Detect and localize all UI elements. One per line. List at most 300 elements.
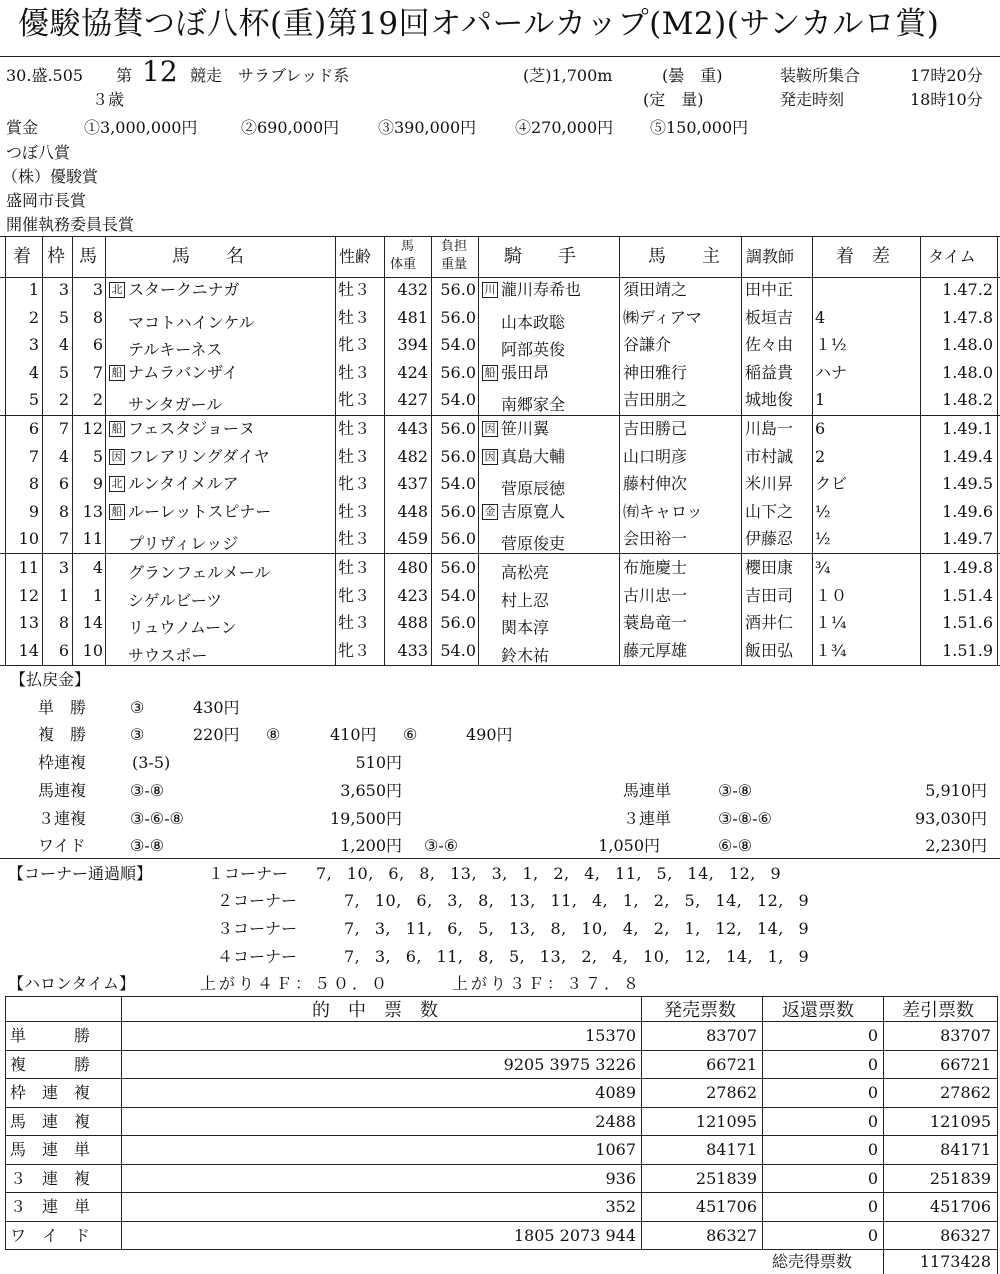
umaren-tan-amount: 5,910円 <box>925 781 987 800</box>
trainer-cell: 稲益貴 <box>745 363 794 382</box>
sexage-cell: 牝３ <box>338 641 371 660</box>
horse-weight-cell: 437 <box>397 474 428 493</box>
header-rank: 着 <box>13 246 31 267</box>
horse-name-cell <box>109 392 222 413</box>
sanren-fuku-amount: 19,500円 <box>330 809 402 828</box>
owner-cell: ㈱ディアマ <box>623 308 702 327</box>
horse-name: サウスポー <box>128 646 208 665</box>
horse-weight-cell: 480 <box>397 558 428 577</box>
waku-cell: 3 <box>58 280 69 299</box>
horse-name: フェスタジョーヌ <box>128 419 255 438</box>
wakuren-label: 枠連複 <box>38 753 87 772</box>
corner-order-2: 7, 10, 6, 3, 8, 13, 11, 4, 1, 2, 5, 14, 12, 9 <box>344 891 810 910</box>
hit-votes: 936 <box>605 1169 636 1188</box>
time-cell: 1.49.4 <box>942 447 993 466</box>
sexage-cell: 牝３ <box>338 390 371 409</box>
sold-votes: 251839 <box>695 1169 757 1188</box>
horse-number-cell: 7 <box>92 363 103 382</box>
jockey-name: 村上忍 <box>501 591 550 610</box>
breed: サラブレッド系 <box>238 66 350 85</box>
jockey-name: 菅原俊吏 <box>501 534 566 553</box>
wide-amount-3: 2,230円 <box>925 836 987 855</box>
horse-weight-cell: 423 <box>397 586 428 605</box>
vote-type-label: 馬 連 単 <box>10 1140 91 1159</box>
furlong-4f: 上がり４Ｆ：５０．０ <box>200 974 391 993</box>
margin-cell: １¾ <box>815 641 847 660</box>
horse-name-cell <box>109 421 255 437</box>
load-weight-cell: 54.0 <box>440 641 476 660</box>
prize-4: ④270,000円 <box>515 118 614 137</box>
horse-number-cell: 5 <box>92 447 103 466</box>
load-weight-cell: 56.0 <box>440 529 476 548</box>
jockey-cell <box>482 421 549 437</box>
rank-cell: 9 <box>28 502 39 521</box>
furlong-header: 【ハロンタイム】 <box>8 974 136 993</box>
horse-number-cell: 11 <box>82 529 103 548</box>
prize-2: ②690,000円 <box>241 118 340 137</box>
header-time: タイム <box>928 247 976 266</box>
waku-cell: 4 <box>58 335 69 354</box>
region-mark: 北 <box>109 476 125 492</box>
waku-cell: 7 <box>58 529 69 548</box>
award-item: つぼ八賞 <box>6 143 71 162</box>
trainer-cell: 佐々由 <box>745 335 794 354</box>
age-condition: ３歳 <box>92 90 125 109</box>
horse-name: サンタガール <box>128 395 223 414</box>
load-weight-cell: 54.0 <box>440 474 476 493</box>
waku-cell: 1 <box>58 586 69 605</box>
rank-cell: 4 <box>28 363 39 382</box>
header-load-top: 負担 <box>441 239 468 254</box>
sold-votes: 83707 <box>706 1026 757 1045</box>
header-margin: 着 差 <box>836 246 890 267</box>
margin-cell: ¾ <box>815 558 831 577</box>
jockey-name: 菅原辰徳 <box>501 479 566 498</box>
horse-weight-cell: 433 <box>397 641 428 660</box>
wide-combo-2: ③-⑥ <box>424 836 459 855</box>
umaren-fuku-amount: 3,650円 <box>340 781 402 800</box>
horse-number-cell: 12 <box>82 419 103 438</box>
fukusho-combo-2: ⑧ <box>266 725 281 744</box>
sexage-cell: 牡３ <box>338 363 371 382</box>
horse-number-cell: 4 <box>92 558 103 577</box>
rank-cell: 5 <box>28 390 39 409</box>
total-votes-label: 総売得票数 <box>772 1252 853 1271</box>
corner-label-3: ３コーナー <box>217 919 298 938</box>
corner-order-3: 7, 3, 11, 6, 5, 13, 8, 10, 4, 2, 1, 12, 14, 9 <box>344 919 810 938</box>
load-weight-cell: 54.0 <box>440 335 476 354</box>
prize-3: ③390,000円 <box>378 118 477 137</box>
jockey-cell <box>482 310 565 331</box>
horse-name-cell <box>109 560 270 581</box>
corner-header: 【コーナー通過順】 <box>8 864 153 883</box>
waku-cell: 7 <box>58 419 69 438</box>
rank-cell: 14 <box>18 641 39 660</box>
hit-votes: 1805 2073 944 <box>513 1226 636 1245</box>
rank-cell: 3 <box>28 335 39 354</box>
rank-cell: 12 <box>18 586 39 605</box>
votes-header-refund: 返還票数 <box>782 1000 854 1021</box>
margin-cell: １¼ <box>815 613 847 632</box>
vote-type-label: ３ 連 単 <box>10 1197 91 1216</box>
horse-number-cell: 1 <box>92 586 103 605</box>
time-cell: 1.51.6 <box>942 613 993 632</box>
trainer-cell: 市村誠 <box>745 447 794 466</box>
trainer-cell: 板垣吉 <box>745 308 794 327</box>
waku-cell: 6 <box>58 474 69 493</box>
sanren-fuku-combo: ③-⑥-⑧ <box>130 809 184 828</box>
votes-header-hit: 的 中 票 数 <box>312 1000 438 1021</box>
corner-order-4: 7, 3, 6, 11, 8, 5, 13, 2, 4, 10, 12, 14, 1, 9 <box>344 947 810 966</box>
horse-name-cell <box>109 282 239 298</box>
jockey-cell <box>482 643 549 664</box>
net-votes: 121095 <box>929 1112 991 1131</box>
jockey-name: 吉原寛人 <box>501 502 566 521</box>
rank-cell: 1 <box>28 280 39 299</box>
owner-cell: 須田靖之 <box>623 280 688 299</box>
margin-cell: 2 <box>815 447 826 466</box>
race-title-bar <box>0 0 1000 57</box>
trainer-cell: 伊藤忍 <box>745 529 794 548</box>
region-mark: 因 <box>109 449 125 465</box>
horse-name: マコトハインケル <box>128 313 255 332</box>
sexage-cell: 牡３ <box>338 280 371 299</box>
sexage-cell: 牝３ <box>338 474 371 493</box>
hit-votes: 15370 <box>585 1026 636 1045</box>
umaren-fuku-combo: ③-⑧ <box>130 781 165 800</box>
header-num: 馬 <box>79 246 97 267</box>
award-item: （株）優駿賞 <box>2 167 99 186</box>
load-weight-cell: 54.0 <box>440 390 476 409</box>
corner-label-1: １コーナー <box>208 864 289 883</box>
fukusho-combo-1: ③ <box>130 725 145 744</box>
owner-cell: 古川忠一 <box>623 586 688 605</box>
horse-weight-cell: 488 <box>397 613 428 632</box>
horse-name: フレアリングダイヤ <box>128 447 270 466</box>
wide-label: ワイド <box>38 836 86 855</box>
refund-votes: 0 <box>867 1197 878 1216</box>
rank-cell: 13 <box>18 613 39 632</box>
waku-cell: 8 <box>58 502 69 521</box>
region-mark: 船 <box>109 365 125 381</box>
horse-name-cell <box>109 588 222 609</box>
fukusho-amount-3: 490円 <box>466 725 513 744</box>
race-word: 競走 <box>190 66 223 85</box>
horse-name-cell <box>109 615 237 636</box>
owner-cell: 吉田勝己 <box>623 419 688 438</box>
load-weight-cell: 56.0 <box>440 613 476 632</box>
horse-weight-cell: 443 <box>397 419 428 438</box>
corner-order-1: 7, 10, 6, 8, 13, 3, 1, 2, 4, 11, 5, 14, 12, 9 <box>316 864 782 883</box>
jockey-cell <box>482 531 565 552</box>
net-votes: 27862 <box>940 1083 991 1102</box>
payout-header: 【払戻金】 <box>10 670 91 689</box>
rank-cell: 10 <box>18 529 39 548</box>
vote-type-label: ３ 連 複 <box>10 1169 91 1188</box>
sexage-cell: 牡３ <box>338 502 371 521</box>
rank-cell: 7 <box>28 447 39 466</box>
horse-weight-cell: 448 <box>397 502 428 521</box>
hit-votes: 2488 <box>595 1112 636 1131</box>
trainer-cell: 米川昇 <box>745 474 794 493</box>
refund-votes: 0 <box>867 1169 878 1188</box>
sold-votes: 451706 <box>695 1197 757 1216</box>
corner-label-4: ４コーナー <box>217 947 298 966</box>
horse-name: シゲルビーツ <box>128 591 223 610</box>
margin-cell: 6 <box>815 419 826 438</box>
owner-cell: 蓑島竜一 <box>623 613 688 632</box>
horse-weight-cell: 424 <box>397 363 428 382</box>
waku-cell: 8 <box>58 613 69 632</box>
margin-cell: １０ <box>815 586 848 605</box>
jockey-region-mark: 因 <box>482 449 498 465</box>
refund-votes: 0 <box>867 1140 878 1159</box>
votes-header-sold: 発売票数 <box>664 1000 736 1021</box>
total-votes: 1173428 <box>919 1252 991 1271</box>
time-cell: 1.49.8 <box>942 558 993 577</box>
net-votes: 451706 <box>929 1197 991 1216</box>
rank-cell: 6 <box>28 419 39 438</box>
load-weight-cell: 56.0 <box>440 419 476 438</box>
jockey-name: 南郷家全 <box>501 395 566 414</box>
vote-type-label: ワ イ ド <box>10 1226 91 1245</box>
horse-name: テルキーネス <box>128 340 223 359</box>
horse-name-cell <box>109 476 238 492</box>
prize-5: ⑤150,000円 <box>650 118 749 137</box>
horse-name: ルーレットスピナー <box>128 502 272 521</box>
owner-cell: 藤元厚雄 <box>623 641 688 660</box>
horse-weight-cell: 427 <box>397 390 428 409</box>
fukusho-amount-2: 410円 <box>330 725 377 744</box>
refund-votes: 0 <box>867 1083 878 1102</box>
track-condition: (曇 重) <box>662 66 723 85</box>
horse-name: ルンタイメルア <box>128 474 239 493</box>
jockey-cell <box>482 337 565 358</box>
horse-number-cell: 3 <box>92 280 103 299</box>
vote-type-label: 枠 連 複 <box>10 1083 91 1102</box>
jockey-name: 瀧川寿希也 <box>501 280 582 299</box>
trainer-cell: 城地俊 <box>745 390 794 409</box>
distance: (芝)1,700m <box>523 66 613 85</box>
waku-cell: 5 <box>58 308 69 327</box>
race-dai: 第 <box>116 66 133 85</box>
jockey-cell <box>482 615 549 636</box>
margin-cell: クビ <box>815 474 848 493</box>
horse-name: リュウノムーン <box>128 618 237 637</box>
time-cell: 1.49.5 <box>942 474 993 493</box>
load-weight-cell: 56.0 <box>440 280 476 299</box>
owner-cell: 吉田朋之 <box>623 390 688 409</box>
weight-rule: (定 量) <box>643 90 704 109</box>
fukusho-amount-1: 220円 <box>193 725 240 744</box>
sold-votes: 121095 <box>695 1112 757 1131</box>
owner-cell: 谷謙介 <box>623 335 672 354</box>
time-cell: 1.49.1 <box>942 419 993 438</box>
sold-votes: 27862 <box>706 1083 757 1102</box>
sanren-tan-amount: 93,030円 <box>915 809 987 828</box>
wide-amount-2: 1,050円 <box>598 836 660 855</box>
sanren-tan-combo: ③-⑧-⑥ <box>718 809 772 828</box>
horse-weight-cell: 482 <box>397 447 428 466</box>
prize-label: 賞金 <box>6 118 39 137</box>
margin-cell: ハナ <box>815 363 848 382</box>
jockey-cell <box>482 476 565 497</box>
sexage-cell: 牡３ <box>338 419 371 438</box>
header-sexage: 性齢 <box>339 247 372 266</box>
header-load-bot: 重量 <box>441 257 468 272</box>
load-weight-cell: 56.0 <box>440 558 476 577</box>
sanren-tan-label: ３連単 <box>623 809 672 828</box>
net-votes: 66721 <box>940 1055 991 1074</box>
sexage-cell: 牝３ <box>338 335 371 354</box>
horse-name-cell <box>109 531 238 552</box>
sold-votes: 84171 <box>706 1140 757 1159</box>
jockey-name: 高松亮 <box>501 563 550 582</box>
region-mark: 船 <box>109 421 125 437</box>
rank-cell: 8 <box>28 474 39 493</box>
horse-number-cell: 10 <box>82 641 103 660</box>
wide-amount-1: 1,200円 <box>340 836 402 855</box>
load-weight-cell: 56.0 <box>440 447 476 466</box>
owner-cell: 神田雅行 <box>623 363 688 382</box>
votes-header-net: 差引票数 <box>902 1000 974 1021</box>
horse-name-cell <box>109 337 222 358</box>
trainer-cell: 吉田司 <box>745 586 794 605</box>
time-cell: 1.49.6 <box>942 502 993 521</box>
load-weight-cell: 56.0 <box>440 308 476 327</box>
horse-weight-cell: 459 <box>397 529 428 548</box>
jockey-region-mark: 川 <box>482 282 498 298</box>
time-cell: 1.47.8 <box>942 308 993 327</box>
sexage-cell: 牡３ <box>338 308 371 327</box>
horse-name-cell <box>109 504 271 520</box>
header-horse-name: 馬 名 <box>172 246 244 267</box>
horse-weight-cell: 432 <box>397 280 428 299</box>
waku-cell: 5 <box>58 363 69 382</box>
sexage-cell: 牡３ <box>338 529 371 548</box>
margin-cell: ½ <box>815 502 831 521</box>
time-cell: 1.48.2 <box>942 390 993 409</box>
refund-votes: 0 <box>867 1112 878 1131</box>
trainer-cell: 川島一 <box>745 419 794 438</box>
horse-name-cell <box>109 310 255 331</box>
sexage-cell: 牡３ <box>338 613 371 632</box>
vote-type-label: 馬 連 複 <box>10 1112 91 1131</box>
wide-combo-3: ⑥-⑧ <box>718 836 753 855</box>
waku-cell: 6 <box>58 641 69 660</box>
refund-votes: 0 <box>867 1055 878 1074</box>
region-mark: 船 <box>109 504 125 520</box>
horse-weight-cell: 481 <box>397 308 428 327</box>
header-owner: 馬 主 <box>648 246 720 267</box>
furlong-3f: 上がり３Ｆ：３７．８ <box>452 974 643 993</box>
margin-cell: 1 <box>815 390 826 409</box>
horse-number-cell: 13 <box>82 502 103 521</box>
start-label: 発走時刻 <box>780 90 845 109</box>
sexage-cell: 牡３ <box>338 558 371 577</box>
region-mark: 北 <box>109 282 125 298</box>
jockey-name: 阿部英俊 <box>501 340 566 359</box>
jockey-region-mark: 因 <box>482 421 498 437</box>
horse-number-cell: 2 <box>92 390 103 409</box>
hit-votes: 1067 <box>595 1140 636 1159</box>
wakuren-combo: (3-5) <box>132 753 171 772</box>
sold-votes: 86327 <box>706 1226 757 1245</box>
assembly-time: 17時20分 <box>910 66 983 85</box>
tansho-label: 単 勝 <box>38 698 87 717</box>
race-code: 30.盛.505 <box>6 66 84 85</box>
race-title: 優駿協賛つぼ八杯(重)第19回オパールカップ(M2)(サンカルロ賞) <box>18 6 940 42</box>
horse-number-cell: 6 <box>92 335 103 354</box>
header-trainer: 調教師 <box>746 247 795 266</box>
waku-cell: 3 <box>58 558 69 577</box>
horse-weight-cell: 394 <box>397 335 428 354</box>
trainer-cell: 酒井仁 <box>745 613 794 632</box>
header-jockey: 騎 手 <box>504 246 576 267</box>
time-cell: 1.51.4 <box>942 586 993 605</box>
umaren-tan-label: 馬連単 <box>623 781 672 800</box>
hit-votes: 9205 3975 3226 <box>503 1055 636 1074</box>
trainer-cell: 櫻田康 <box>745 558 794 577</box>
net-votes: 84171 <box>940 1140 991 1159</box>
rank-cell: 2 <box>28 308 39 327</box>
net-votes: 251839 <box>929 1169 991 1188</box>
horse-name: プリヴィレッジ <box>128 534 239 553</box>
horse-number-cell: 14 <box>82 613 103 632</box>
trainer-cell: 飯田弘 <box>745 641 794 660</box>
horse-name-cell <box>109 449 270 465</box>
horse-number-cell: 8 <box>92 308 103 327</box>
jockey-cell <box>482 449 565 465</box>
rank-cell: 11 <box>18 558 39 577</box>
time-cell: 1.48.0 <box>942 363 993 382</box>
net-votes: 86327 <box>940 1226 991 1245</box>
trainer-cell: 田中正 <box>745 280 794 299</box>
jockey-name: 関本淳 <box>501 618 550 637</box>
horse-name-cell <box>109 365 238 381</box>
tansho-combo: ③ <box>130 698 145 717</box>
award-item: 開催執務委員長賞 <box>6 215 135 234</box>
refund-votes: 0 <box>867 1026 878 1045</box>
load-weight-cell: 56.0 <box>440 502 476 521</box>
margin-cell: ½ <box>815 529 831 548</box>
load-weight-cell: 56.0 <box>440 363 476 382</box>
sold-votes: 66721 <box>706 1055 757 1074</box>
trainer-cell: 山下之 <box>745 502 794 521</box>
sanren-fuku-label: ３連複 <box>38 809 87 828</box>
owner-cell: 布施慶士 <box>623 558 688 577</box>
jockey-name: 笹川翼 <box>501 419 550 438</box>
jockey-cell <box>482 392 565 413</box>
corner-label-2: ２コーナー <box>217 891 298 910</box>
sexage-cell: 牡３ <box>338 447 371 466</box>
refund-votes: 0 <box>867 1226 878 1245</box>
fukusho-combo-3: ⑥ <box>403 725 418 744</box>
horse-name: ナムラバンザイ <box>128 363 239 382</box>
jockey-cell <box>482 504 565 520</box>
horse-name-cell <box>109 643 208 664</box>
horse-name: スタークニナガ <box>128 280 240 299</box>
hit-votes: 352 <box>605 1197 636 1216</box>
jockey-name: 真島大輔 <box>501 447 566 466</box>
start-time: 18時10分 <box>910 90 983 109</box>
jockey-cell <box>482 588 549 609</box>
net-votes: 83707 <box>940 1026 991 1045</box>
owner-cell: ㈲キャロッ <box>623 502 703 521</box>
jockey-region-mark: 船 <box>482 365 498 381</box>
jockey-region-mark: 金 <box>482 504 498 520</box>
margin-cell: 4 <box>815 308 826 327</box>
